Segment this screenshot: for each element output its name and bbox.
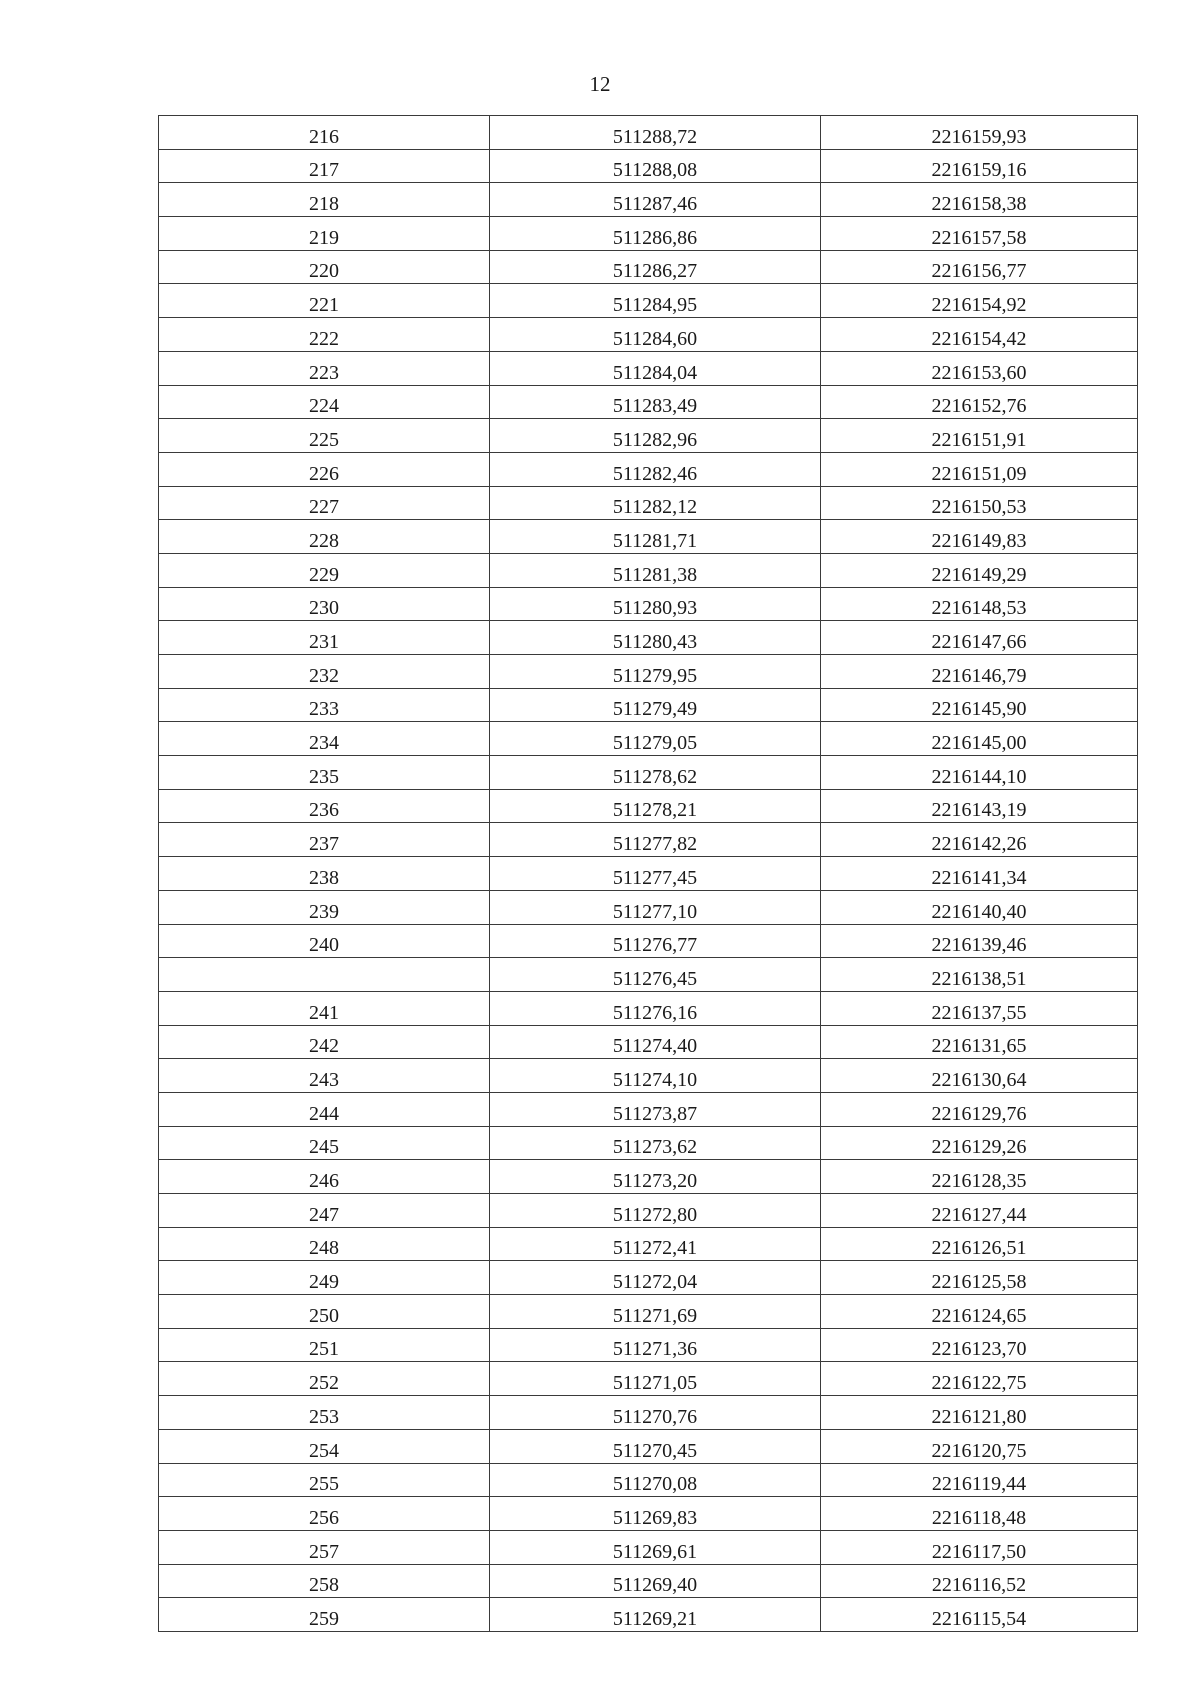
table-row	[159, 1295, 1138, 1329]
table-row	[159, 1396, 1138, 1430]
point-number-cell: 243	[159, 1059, 490, 1093]
y-coordinate-cell: 2216141,34	[821, 857, 1138, 891]
point-number-cell: 226	[159, 452, 490, 486]
table-row	[159, 1362, 1138, 1396]
y-coordinate-cell: 2216118,48	[821, 1497, 1138, 1531]
y-coordinate-cell: 2216137,55	[821, 991, 1138, 1025]
x-coordinate-cell: 511283,49	[490, 385, 821, 419]
point-number-cell: 232	[159, 655, 490, 689]
point-number-cell: 240	[159, 924, 490, 958]
table-row	[159, 1092, 1138, 1126]
x-coordinate-cell: 511277,45	[490, 857, 821, 891]
y-coordinate-cell: 2216127,44	[821, 1194, 1138, 1228]
point-number-cell: 219	[159, 217, 490, 251]
y-coordinate-cell: 2216142,26	[821, 823, 1138, 857]
table-row	[159, 486, 1138, 520]
y-coordinate-cell: 2216138,51	[821, 958, 1138, 992]
x-coordinate-cell: 511284,95	[490, 284, 821, 318]
point-number-cell: 227	[159, 486, 490, 520]
table-row	[159, 958, 1138, 992]
table-row	[159, 1261, 1138, 1295]
table-row	[159, 1126, 1138, 1160]
x-coordinate-cell: 511274,10	[490, 1059, 821, 1093]
y-coordinate-cell: 2216124,65	[821, 1295, 1138, 1329]
point-number-cell: 256	[159, 1497, 490, 1531]
x-coordinate-cell: 511286,86	[490, 217, 821, 251]
point-number-cell: 259	[159, 1598, 490, 1632]
y-coordinate-cell: 2216146,79	[821, 655, 1138, 689]
y-coordinate-cell: 2216158,38	[821, 183, 1138, 217]
point-number-cell: 217	[159, 149, 490, 183]
point-number-cell: 242	[159, 1025, 490, 1059]
y-coordinate-cell: 2216144,10	[821, 756, 1138, 790]
y-coordinate-cell: 2216156,77	[821, 250, 1138, 284]
table-row	[159, 789, 1138, 823]
table-row	[159, 284, 1138, 318]
point-number-cell: 252	[159, 1362, 490, 1396]
y-coordinate-cell: 2216149,83	[821, 520, 1138, 554]
y-coordinate-cell: 2216149,29	[821, 553, 1138, 587]
x-coordinate-cell: 511288,72	[490, 116, 821, 150]
point-number-cell: 228	[159, 520, 490, 554]
point-number-cell: 241	[159, 991, 490, 1025]
coordinates-table-body	[159, 116, 1138, 1632]
x-coordinate-cell: 511276,16	[490, 991, 821, 1025]
point-number-cell: 237	[159, 823, 490, 857]
table-row	[159, 823, 1138, 857]
point-number-cell: 236	[159, 789, 490, 823]
point-number-cell: 218	[159, 183, 490, 217]
y-coordinate-cell: 2216145,00	[821, 722, 1138, 756]
x-coordinate-cell: 511284,60	[490, 318, 821, 352]
point-number-cell: 246	[159, 1160, 490, 1194]
table-row	[159, 1160, 1138, 1194]
point-number-cell: 257	[159, 1530, 490, 1564]
y-coordinate-cell: 2216150,53	[821, 486, 1138, 520]
x-coordinate-cell: 511271,36	[490, 1328, 821, 1362]
table-row	[159, 1598, 1138, 1632]
x-coordinate-cell: 511277,82	[490, 823, 821, 857]
table-row	[159, 217, 1138, 251]
x-coordinate-cell: 511281,38	[490, 553, 821, 587]
point-number-cell: 249	[159, 1261, 490, 1295]
point-number-cell: 222	[159, 318, 490, 352]
y-coordinate-cell: 2216139,46	[821, 924, 1138, 958]
point-number-cell: 225	[159, 419, 490, 453]
y-coordinate-cell: 2216153,60	[821, 351, 1138, 385]
x-coordinate-cell: 511278,62	[490, 756, 821, 790]
table-row	[159, 318, 1138, 352]
table-row	[159, 520, 1138, 554]
x-coordinate-cell: 511276,77	[490, 924, 821, 958]
point-number-cell: 254	[159, 1429, 490, 1463]
point-number-cell: 233	[159, 688, 490, 722]
x-coordinate-cell: 511271,05	[490, 1362, 821, 1396]
y-coordinate-cell: 2216151,91	[821, 419, 1138, 453]
x-coordinate-cell: 511272,80	[490, 1194, 821, 1228]
point-number-cell: 229	[159, 553, 490, 587]
x-coordinate-cell: 511279,95	[490, 655, 821, 689]
table-row	[159, 1463, 1138, 1497]
point-number-cell: 239	[159, 890, 490, 924]
y-coordinate-cell: 2216119,44	[821, 1463, 1138, 1497]
x-coordinate-cell: 511269,21	[490, 1598, 821, 1632]
y-coordinate-cell: 2216121,80	[821, 1396, 1138, 1430]
x-coordinate-cell: 511284,04	[490, 351, 821, 385]
y-coordinate-cell: 2216122,75	[821, 1362, 1138, 1396]
point-number-cell: 247	[159, 1194, 490, 1228]
table-row	[159, 1328, 1138, 1362]
table-row	[159, 1059, 1138, 1093]
y-coordinate-cell: 2216128,35	[821, 1160, 1138, 1194]
x-coordinate-cell: 511282,46	[490, 452, 821, 486]
x-coordinate-cell: 511277,10	[490, 890, 821, 924]
y-coordinate-cell: 2216159,93	[821, 116, 1138, 150]
x-coordinate-cell: 511286,27	[490, 250, 821, 284]
point-number-cell: 244	[159, 1092, 490, 1126]
x-coordinate-cell: 511270,08	[490, 1463, 821, 1497]
y-coordinate-cell: 2216125,58	[821, 1261, 1138, 1295]
x-coordinate-cell: 511271,69	[490, 1295, 821, 1329]
x-coordinate-cell: 511282,12	[490, 486, 821, 520]
coordinates-table	[158, 115, 1138, 1632]
y-coordinate-cell: 2216126,51	[821, 1227, 1138, 1261]
y-coordinate-cell: 2216115,54	[821, 1598, 1138, 1632]
point-number-cell: 245	[159, 1126, 490, 1160]
table-row	[159, 1429, 1138, 1463]
point-number-cell: 223	[159, 351, 490, 385]
table-row	[159, 1564, 1138, 1598]
y-coordinate-cell: 2216117,50	[821, 1530, 1138, 1564]
table-row	[159, 756, 1138, 790]
y-coordinate-cell: 2216157,58	[821, 217, 1138, 251]
table-row	[159, 553, 1138, 587]
table-row	[159, 1530, 1138, 1564]
x-coordinate-cell: 511269,40	[490, 1564, 821, 1598]
y-coordinate-cell: 2216116,52	[821, 1564, 1138, 1598]
x-coordinate-cell: 511273,20	[490, 1160, 821, 1194]
x-coordinate-cell: 511278,21	[490, 789, 821, 823]
table-row	[159, 1497, 1138, 1531]
point-number-cell: 250	[159, 1295, 490, 1329]
x-coordinate-cell: 511269,61	[490, 1530, 821, 1564]
table-row	[159, 116, 1138, 150]
point-number-cell: 221	[159, 284, 490, 318]
x-coordinate-cell: 511280,93	[490, 587, 821, 621]
y-coordinate-cell: 2216154,92	[821, 284, 1138, 318]
table-row	[159, 621, 1138, 655]
y-coordinate-cell: 2216130,64	[821, 1059, 1138, 1093]
table-row	[159, 1194, 1138, 1228]
x-coordinate-cell: 511279,05	[490, 722, 821, 756]
table-row	[159, 991, 1138, 1025]
y-coordinate-cell: 2216148,53	[821, 587, 1138, 621]
x-coordinate-cell: 511281,71	[490, 520, 821, 554]
y-coordinate-cell: 2216154,42	[821, 318, 1138, 352]
y-coordinate-cell: 2216129,76	[821, 1092, 1138, 1126]
table-row	[159, 688, 1138, 722]
y-coordinate-cell: 2216143,19	[821, 789, 1138, 823]
point-number-cell: 224	[159, 385, 490, 419]
table-row	[159, 1025, 1138, 1059]
table-row	[159, 890, 1138, 924]
y-coordinate-cell: 2216120,75	[821, 1429, 1138, 1463]
point-number-cell: 255	[159, 1463, 490, 1497]
point-number-cell	[159, 958, 490, 992]
table-row	[159, 452, 1138, 486]
y-coordinate-cell: 2216151,09	[821, 452, 1138, 486]
point-number-cell: 253	[159, 1396, 490, 1430]
y-coordinate-cell: 2216140,40	[821, 890, 1138, 924]
y-coordinate-cell: 2216145,90	[821, 688, 1138, 722]
table-row	[159, 250, 1138, 284]
x-coordinate-cell: 511270,45	[490, 1429, 821, 1463]
table-row	[159, 149, 1138, 183]
table-row	[159, 183, 1138, 217]
x-coordinate-cell: 511273,87	[490, 1092, 821, 1126]
point-number-cell: 216	[159, 116, 490, 150]
x-coordinate-cell: 511279,49	[490, 688, 821, 722]
table-row	[159, 655, 1138, 689]
point-number-cell: 248	[159, 1227, 490, 1261]
x-coordinate-cell: 511274,40	[490, 1025, 821, 1059]
x-coordinate-cell: 511287,46	[490, 183, 821, 217]
page-number: 12	[589, 72, 611, 96]
table-row	[159, 385, 1138, 419]
table-row	[159, 587, 1138, 621]
table-row	[159, 351, 1138, 385]
y-coordinate-cell: 2216159,16	[821, 149, 1138, 183]
x-coordinate-cell: 511272,41	[490, 1227, 821, 1261]
x-coordinate-cell: 511269,83	[490, 1497, 821, 1531]
table-row	[159, 722, 1138, 756]
point-number-cell: 258	[159, 1564, 490, 1598]
x-coordinate-cell: 511273,62	[490, 1126, 821, 1160]
x-coordinate-cell: 511272,04	[490, 1261, 821, 1295]
table-row	[159, 857, 1138, 891]
y-coordinate-cell: 2216131,65	[821, 1025, 1138, 1059]
point-number-cell: 220	[159, 250, 490, 284]
x-coordinate-cell: 511282,96	[490, 419, 821, 453]
point-number-cell: 235	[159, 756, 490, 790]
x-coordinate-cell: 511276,45	[490, 958, 821, 992]
point-number-cell: 251	[159, 1328, 490, 1362]
point-number-cell: 230	[159, 587, 490, 621]
table-row	[159, 1227, 1138, 1261]
point-number-cell: 234	[159, 722, 490, 756]
point-number-cell: 238	[159, 857, 490, 891]
y-coordinate-cell: 2216147,66	[821, 621, 1138, 655]
table-row	[159, 924, 1138, 958]
table-row	[159, 419, 1138, 453]
y-coordinate-cell: 2216129,26	[821, 1126, 1138, 1160]
y-coordinate-cell: 2216152,76	[821, 385, 1138, 419]
point-number-cell: 231	[159, 621, 490, 655]
y-coordinate-cell: 2216123,70	[821, 1328, 1138, 1362]
x-coordinate-cell: 511280,43	[490, 621, 821, 655]
x-coordinate-cell: 511270,76	[490, 1396, 821, 1430]
x-coordinate-cell: 511288,08	[490, 149, 821, 183]
